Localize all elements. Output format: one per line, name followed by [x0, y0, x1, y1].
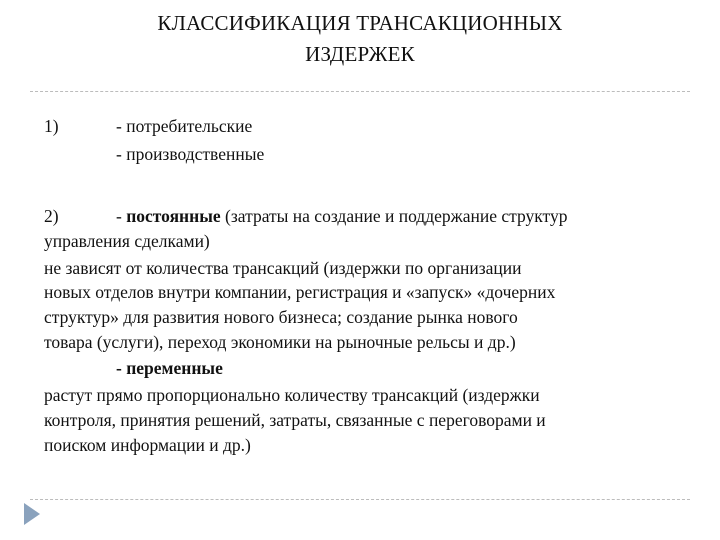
body-line: товара (услуги), переход экономики на рыночные рельсы и др.): [44, 332, 516, 352]
fixed-costs-line: [116, 204, 567, 228]
item-1-line-1: - потребительские: [116, 116, 253, 136]
item-2-number: 2): [44, 206, 59, 226]
variable-costs-term: [116, 356, 223, 380]
body-line: поиском информации и др.): [44, 435, 251, 455]
body-line: не зависят от количества трансакций (издержки по организации: [44, 258, 522, 278]
body-line: новых отделов внутри компании, регистрация и «запуск» «дочерних: [44, 282, 556, 302]
item-1-line-2: - производственные: [116, 144, 265, 164]
fixed-description: (затраты на создание и поддержание структур: [220, 206, 568, 226]
body-line: структур» для развития нового бизнеса; создание рынка нового: [44, 307, 518, 327]
variable-term: - переменные: [116, 358, 223, 378]
item-1-number: 1): [44, 116, 59, 136]
body-line: растут прямо пропорционально количеству трансакций (издержки: [44, 385, 540, 405]
bottom-divider: [30, 499, 690, 500]
fixed-term: постоянные: [126, 206, 221, 226]
fixed-prefix: -: [116, 206, 127, 226]
top-divider: [30, 91, 690, 92]
slide-title: [0, 8, 720, 70]
next-arrow-icon[interactable]: [24, 503, 40, 525]
body-line: контроля, принятия решений, затраты, связанные с переговорами и: [44, 410, 546, 430]
title-line-2: ИЗДЕРЖЕК: [305, 42, 415, 66]
title-line-1: КЛАССИФИКАЦИЯ ТРАНСАКЦИОННЫХ: [157, 11, 563, 35]
body-line: управления сделками): [44, 231, 210, 251]
